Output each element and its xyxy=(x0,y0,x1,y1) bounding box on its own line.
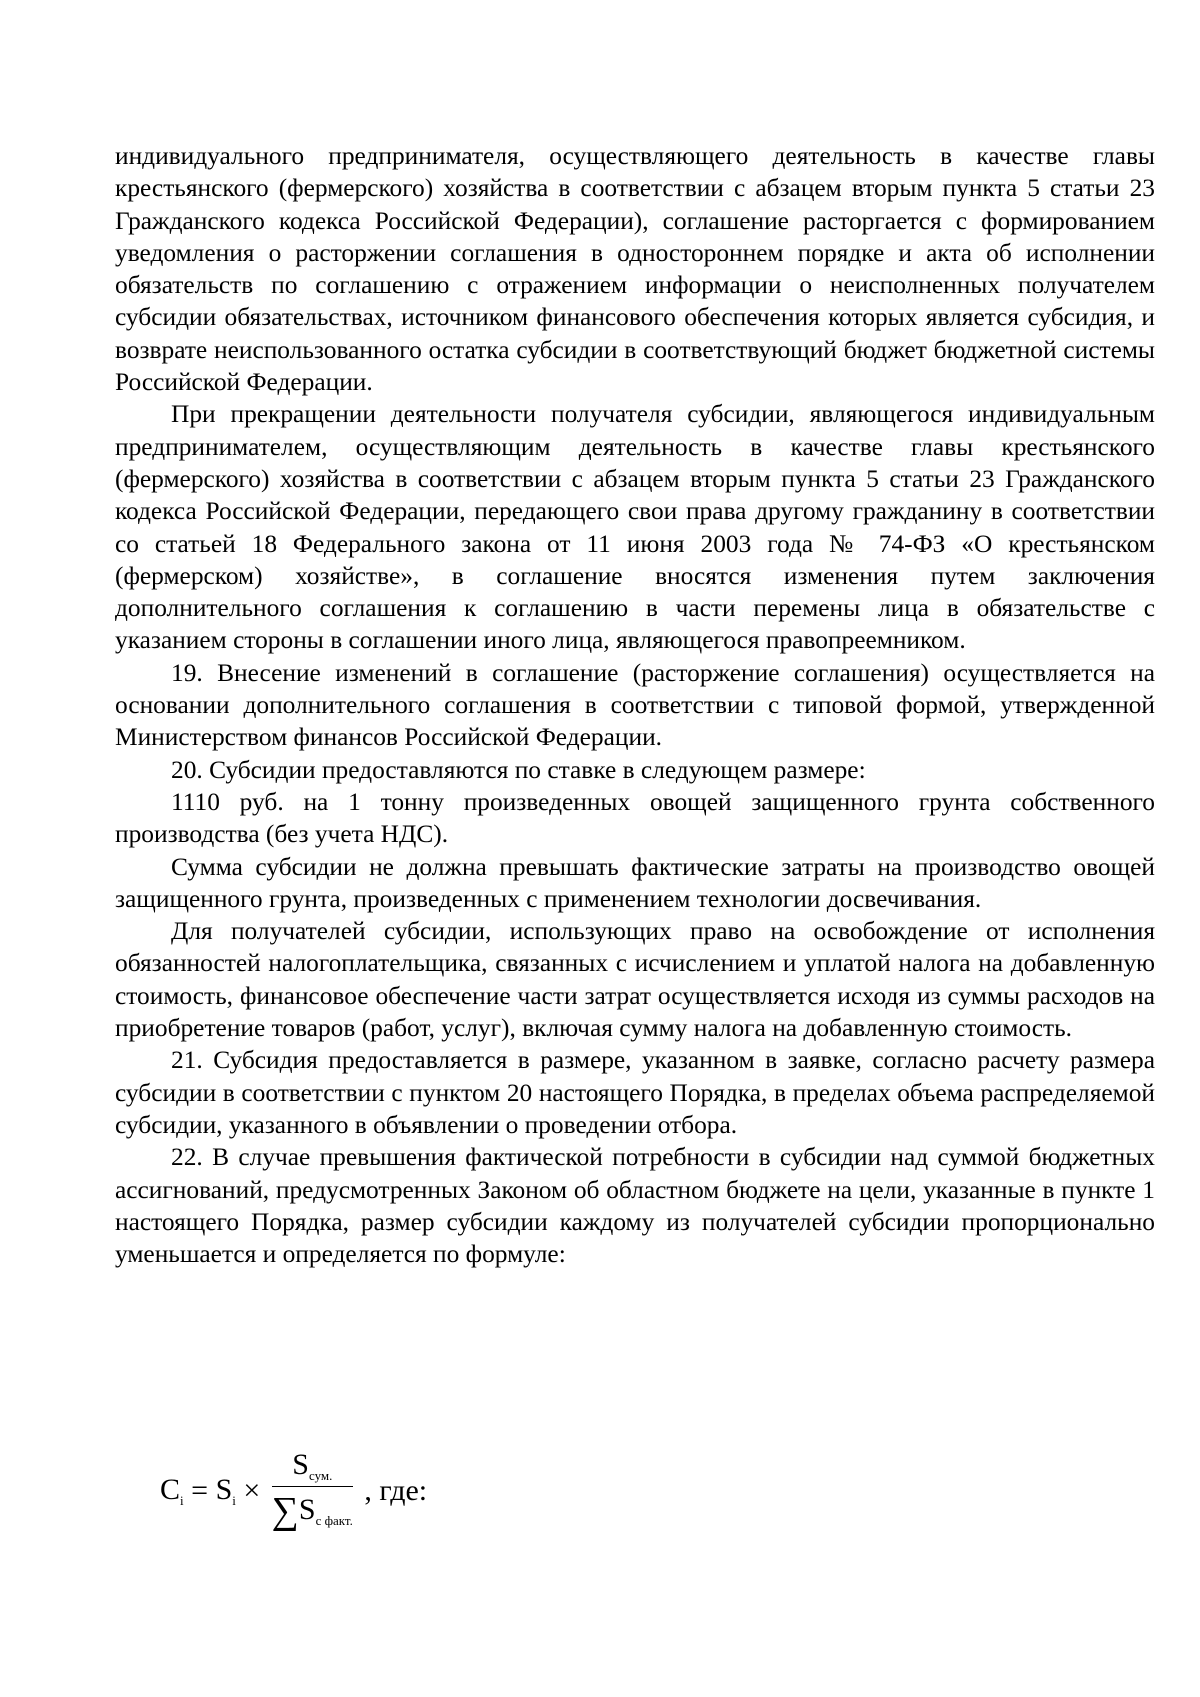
paragraph-8: 21. Субсидия предоставляется в размере, указанном в заявке, согласно расчету размера субсидии в соответствии с пунктом 20 настоящего Порядка, в пределах объема распределяемой субсидии, указанного в объявлении о проведении отбора. xyxy=(115,1046,1155,1139)
document-body xyxy=(115,140,1155,1270)
formula-lhs: $C_i$ xyxy=(160,1472,184,1508)
paragraph-6: Сумма субсидии не должна превышать фактические затраты на производство овощей защищенного грунта, произведенных с применением технологии досвечивания. xyxy=(115,852,1155,913)
paragraph-3: 19. Внесение изменений в соглашение (расторжение соглашения) осуществляется на основании дополнительного соглашения в соответствии с типовой формой, утвержденной Министерством финансов Российской Федерации. xyxy=(115,658,1155,752)
formula-suffix: , где: xyxy=(364,1473,428,1507)
paragraph-7: Для получателей субсидии, использующих право на освобождение от исполнения обязанностей налогоплательщика, связанных с исчислением и уплатой налога на добавленную стоимость, финансовое обеспечение части затрат осуществляется исходя из суммы расходов на приобретение товаров (работ, услуг), включая сумму налога на добавленную стоимость. xyxy=(115,917,1155,1043)
formula-times: × xyxy=(243,1473,261,1507)
formula-fraction xyxy=(272,1448,353,1533)
subsidy-formula xyxy=(160,1448,427,1533)
paragraph-5: 1110 руб. на 1 тонну произведенных овощей защищенного грунта собственного производства (без учета НДС). xyxy=(115,787,1155,849)
paragraph-1: индивидуального предпринимателя, осуществляющего деятельность в качестве главы крестьянского (фермерского) хозяйства в соответствии с абзацем вторым пункта 5 статьи 23 Гражданского кодекса Российской Федерации), соглашение расторгается с формированием уведомления о расторжении соглашения в одностороннем порядке и акта об исполнении обязательств по соглашению с отражением информации о неисполненных получателем субсидии обязательствах, источником финансового обеспечения которых является субсидия, и возврате неиспользованного остатка субсидии в соответствующий бюджет бюджетной системы Российской Федерации. xyxy=(115,142,1155,397)
paragraph-2: При прекращении деятельности получателя субсидии, являющегося индивидуальным предпринимателем, осуществляющим деятельность в качестве главы крестьянского (фермерского) хозяйства в соответствии с абзацем вторым пункта 5 статьи 23 Гражданского кодекса Российской Федерации, передающего свои права другому гражданину в соответствии со статьей 18 Федерального закона от 11 июня 2003 года № 74-ФЗ «О крестьянском (фермерском) хозяйстве», в соглашение вносятся изменения путем заключения дополнительного соглашения к соглашению в части перемены лица в обязательстве с указанием стороны в соглашении иного лица, являющегося правопреемником. xyxy=(115,400,1155,655)
formula-numerator: $S_{сум.}$ xyxy=(272,1448,353,1487)
formula-s: $S_i$ xyxy=(215,1472,236,1508)
paragraph-4: 20. Субсидии предоставляются по ставке в следующем размере: xyxy=(171,755,866,784)
formula-equals: = xyxy=(191,1473,209,1507)
formula-denominator: $\sum S_{c факт.}$ xyxy=(271,1490,353,1532)
paragraph-9: 22. В случае превышения фактической потребности в субсидии над суммой бюджетных ассигнований, предусмотренных Законом об областном бюджете на цели, указанные в пункте 1 настоящего Порядка, размер субсидии каждому из получателей субсидии пропорционально уменьшается и определяется по формуле: xyxy=(115,1143,1155,1269)
sigma-symbol: ∑ xyxy=(271,1490,299,1532)
